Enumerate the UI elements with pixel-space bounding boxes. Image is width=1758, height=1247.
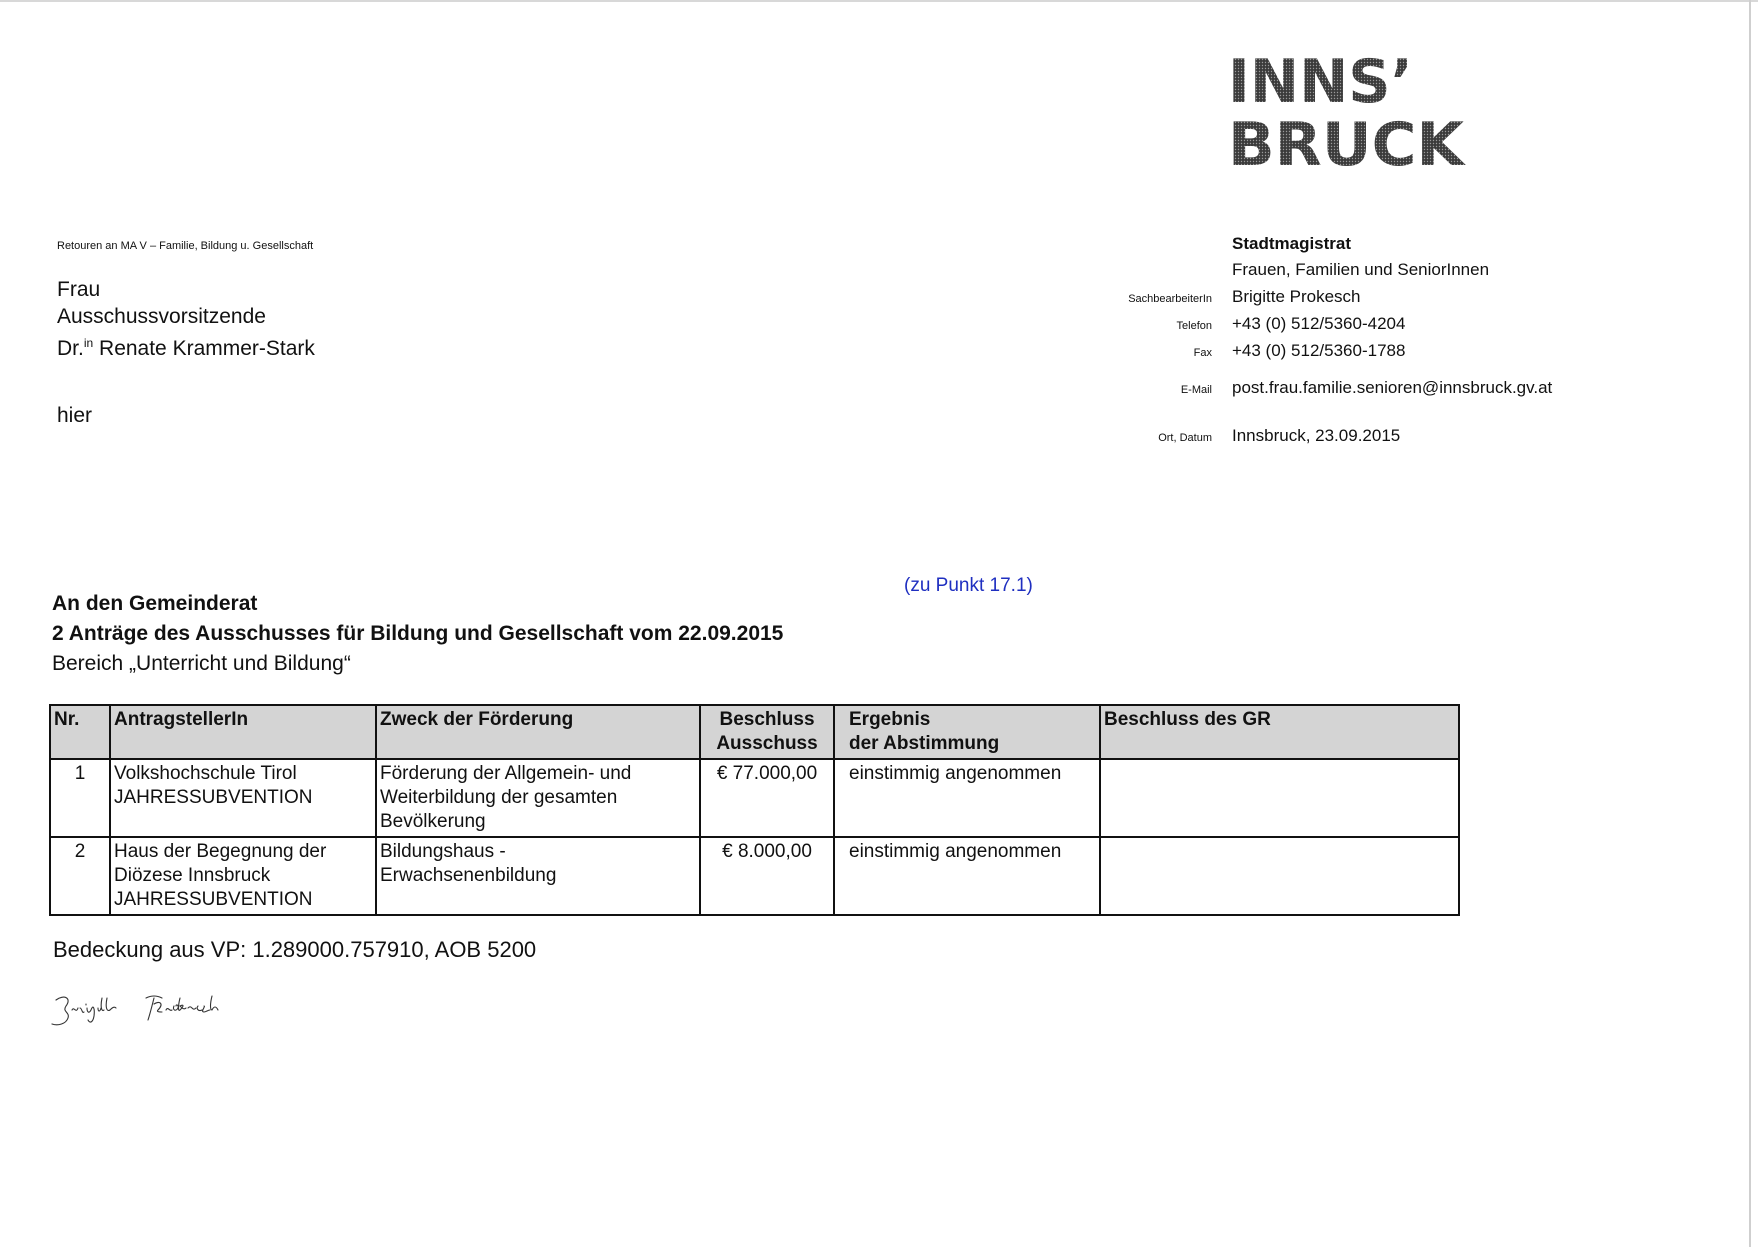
applicant-line: Volkshochschule Tirol [114,763,297,784]
applicant-line: Haus der Begegnung der [114,841,327,862]
row-applicant [110,837,376,915]
scan-border-right [1749,0,1751,1247]
recipient-name: Renate Krammer-Stark [93,337,315,360]
clerk-label: SachbearbeiterIn [1128,293,1212,305]
sender-organization: Stadtmagistrat [1232,234,1352,253]
purpose-line: Bevölkerung [380,811,486,832]
email-address[interactable]: post.frau.familie.senioren@innsbruck.gv.at [1232,378,1553,397]
applications-table [49,704,1460,916]
row-nr: 2 [50,837,110,915]
innsbruck-logo [1228,52,1468,172]
return-address: Retouren an MA V – Familie, Bildung u. Gesellschaft [57,240,314,252]
row-purpose [376,837,700,915]
header-result-line-1: Ergebnis [849,709,931,730]
row-council-decision [1100,837,1459,915]
document-heading [52,589,783,679]
fax-number: +43 (0) 512/5360-1788 [1232,341,1406,360]
header-nr: Nr. [50,705,110,759]
clerk-name: Brigitte Prokesch [1232,287,1361,306]
recipient-salutation: Frau [57,278,101,301]
recipient-name-line [57,330,315,362]
budget-coverage: Bedeckung aus VP: 1.289000.757910, AOB 5200 [53,937,537,962]
place-date: Innsbruck, 23.09.2015 [1232,426,1401,445]
sender-department: Frauen, Familien und SeniorInnen [1232,260,1490,279]
applicant-line: JAHRESSUBVENTION [114,889,313,910]
row-council-decision [1100,759,1459,837]
logo-line-1: INNS’ [1228,52,1413,117]
recipient-address [57,276,315,362]
header-applicant: AntragstellerIn [110,705,376,759]
sender-info [1050,260,1552,453]
header-result [834,705,1100,759]
row-amount: € 77.000,00 [700,759,834,837]
header-result-line-2: der Abstimmung [849,733,1000,754]
recipient-location: hier [57,404,93,427]
phone-label: Telefon [1176,320,1212,332]
row-amount: € 8.000,00 [700,837,834,915]
recipient-role: Ausschussvorsitzende [57,305,266,328]
purpose-line: Förderung der Allgemein- und [380,763,632,784]
logo-line-2: BRUCK [1228,110,1467,172]
table-row [50,837,1459,915]
addressee-council: An den Gemeinderat [52,592,258,615]
purpose-line: Erwachsenenbildung [380,865,557,886]
row-nr: 1 [50,759,110,837]
recipient-title-suffix: in [83,336,94,350]
scan-border-top [0,0,1758,2]
header-decision-line-1: Beschluss [719,709,815,730]
purpose-line: Bildungshaus - [380,841,506,862]
header-decision-line-2: Ausschuss [716,733,818,754]
row-applicant [110,759,376,837]
subject-line: 2 Anträge des Ausschusses für Bildung und Gesellschaft vom 22.09.2015 [52,622,784,645]
fax-label: Fax [1193,347,1212,359]
header-purpose: Zweck der Förderung [376,705,700,759]
header-council: Beschluss des GR [1100,705,1459,759]
header-decision [700,705,834,759]
phone-number: +43 (0) 512/5360-4204 [1232,314,1406,333]
area-line: Bereich „Unterricht und Bildung“ [52,652,351,675]
date-label: Ort, Datum [1158,432,1212,444]
row-result: einstimmig angenommen [834,759,1100,837]
email-label: E-Mail [1180,384,1212,396]
purpose-line: Weiterbildung der gesamten [380,787,618,808]
row-result: einstimmig angenommen [834,837,1100,915]
row-purpose [376,759,700,837]
agenda-reference: (zu Punkt 17.1) [904,575,1033,596]
table-header-row [50,705,1459,759]
handwritten-signature [50,990,250,1040]
recipient-title: Dr. [57,337,84,360]
applicant-line: Diözese Innsbruck [114,865,271,886]
table-row [50,759,1459,837]
applicant-line: JAHRESSUBVENTION [114,787,313,808]
